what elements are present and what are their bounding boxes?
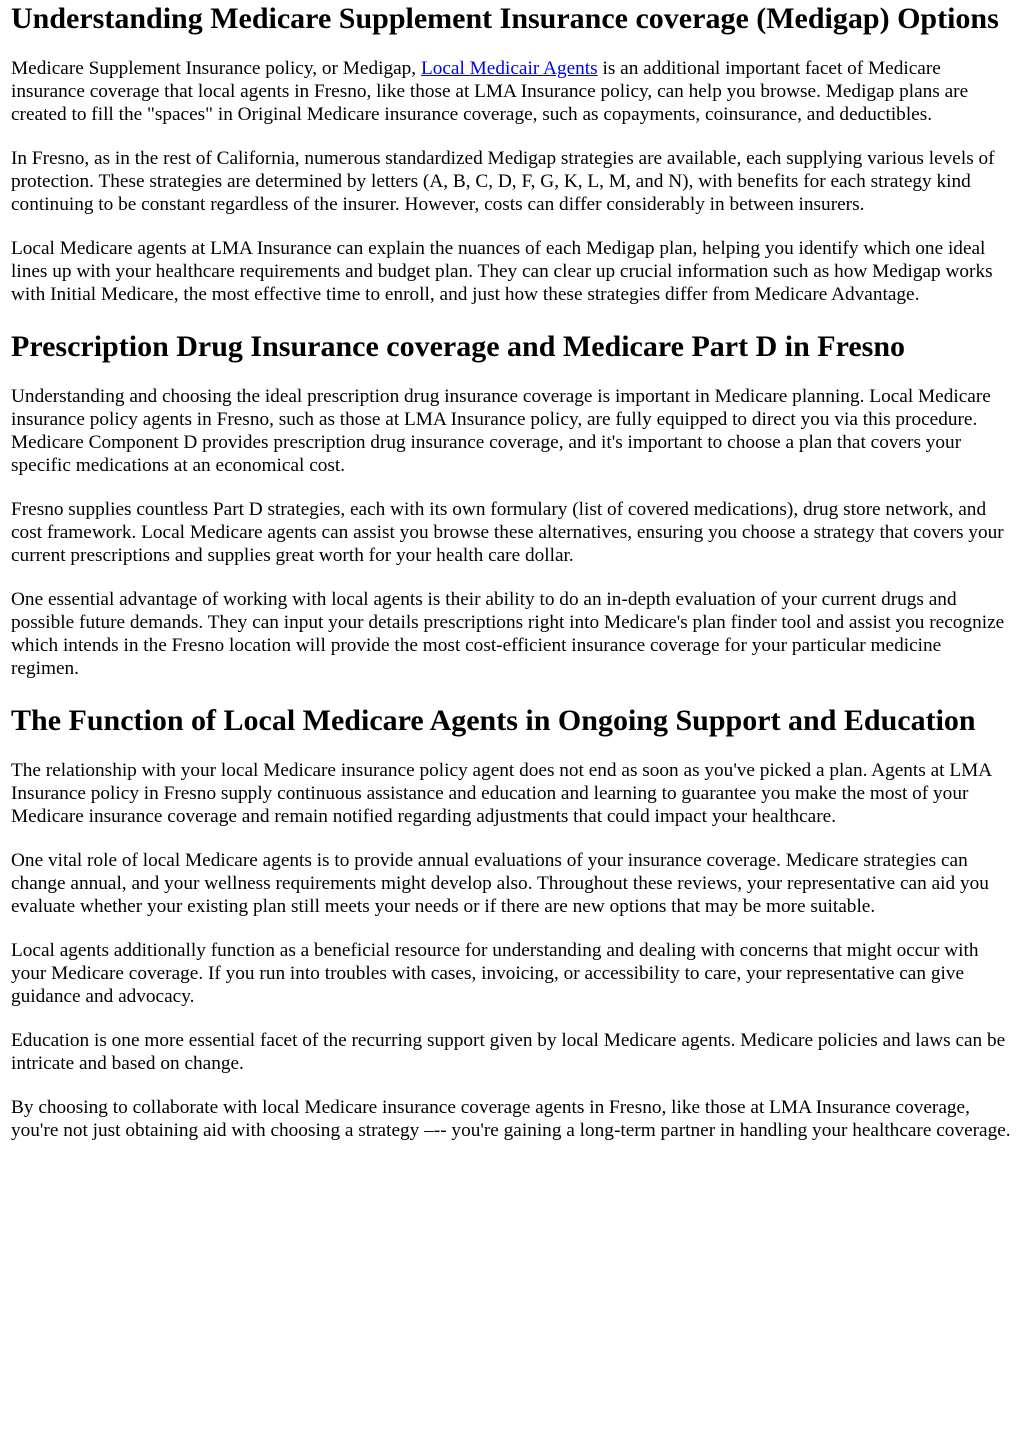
- local-medicair-agents-link[interactable]: Local Medicair Agents: [420, 58, 598, 79]
- paragraph-text: Medicare Supplement Insurance policy, or Medigap,: [11, 58, 421, 79]
- paragraph-support-education: Education is one more essential facet of the recurring support given by local Medicare agents. Medicare policies and laws can be intricate and based on change.: [11, 1030, 1006, 1074]
- paragraph-part-d-intro: Understanding and choosing the ideal prescription drug insurance coverage is important in Medicare planning. Local Medicare insurance policy agents in Fresno, such as those at LMA Insurance policy, are fully equipped to direct you via this procedure. Medicare Component D provides prescription drug insurance coverage, and it's important to choose a plan that covers your specific medications at an economical cost.: [11, 386, 991, 476]
- paragraph-text: is an additional important facet of Medicare insurance coverage that local agents in Fresno, like those at LMA Insurance policy, can help you browse. Medigap plans are created to fill the "spaces" in Original Medicare insurance coverage, such as copayments, coinsurance, and deductibles.: [11, 58, 969, 125]
- paragraph-support-conclusion: By choosing to collaborate with local Medicare insurance coverage agents in Fresno, like those at LMA Insurance coverage, you're not just obtaining aid with choosing a strategy –-- you're gaining a long-term partner in handling your healthcare coverage.: [11, 1097, 1011, 1141]
- paragraph-medigap-agents: Local Medicare agents at LMA Insurance can explain the nuances of each Medigap plan, helping you identify which one ideal lines up with your healthcare requirements and budget plan. They can clear up crucial information such as how Medigap works with Initial Medicare, the most effective time to enroll, and just how these strategies differ from Medicare Advantage.: [11, 238, 993, 305]
- paragraph-support-resource: Local agents additionally function as a beneficial resource for understanding and dealing with concerns that might occur with your Medicare coverage. If you run into troubles with cases, invoicing, or accessibility to care, your representative can give guidance and advocacy.: [11, 940, 979, 1007]
- paragraph-part-d-plans: Fresno supplies countless Part D strategies, each with its own formulary (list of covered medications), drug store network, and cost framework. Local Medicare agents can assist you browse these alternatives, ensuring you choose a strategy that covers your current prescriptions and supplies great worth for your health care dollar.: [11, 499, 1004, 566]
- section-heading-part-d: Prescription Drug Insurance coverage and Medicare Part D in Fresno: [11, 330, 906, 363]
- section-heading-ongoing-support: The Function of Local Medicare Agents in Ongoing Support and Education: [11, 704, 976, 737]
- paragraph-part-d-evaluation: One essential advantage of working with local agents is their ability to do an in-depth evaluation of your current drugs and possible future demands. They can input your details prescriptions right into Medicare's plan finder tool and assist you recognize which intends in the Fresno location will provide the most cost-efficient insurance coverage for your particular medicine regimen.: [11, 589, 1005, 679]
- paragraph-support-annual-reviews: One vital role of local Medicare agents is to provide annual evaluations of your insurance coverage. Medicare strategies can change annual, and your wellness requirements might develop also. Throughout these reviews, your representative can aid you evaluate whether your existing plan still meets your needs or if there are new options that may be more suitable.: [11, 850, 989, 917]
- paragraph-medigap-intro: [11, 57, 1014, 126]
- section-heading-medigap: Understanding Medicare Supplement Insurance coverage (Medigap) Options: [11, 2, 999, 35]
- paragraph-support-relationship: The relationship with your local Medicare insurance policy agent does not end as soon as you've picked a plan. Agents at LMA Insurance policy in Fresno supply continuous assistance and education and learning to guarantee you make the most of your Medicare insurance coverage and remain notified regarding adjustments that could impact your healthcare.: [11, 760, 992, 827]
- paragraph-medigap-plans: In Fresno, as in the rest of California, numerous standardized Medigap strategies are available, each supplying various levels of protection. These strategies are determined by letters (A, B, C, D, F, G, K, L, M, and N), with benefits for each strategy kind continuing to be constant regardless of the insurer. However, costs can differ considerably in between insurers.: [11, 148, 995, 215]
